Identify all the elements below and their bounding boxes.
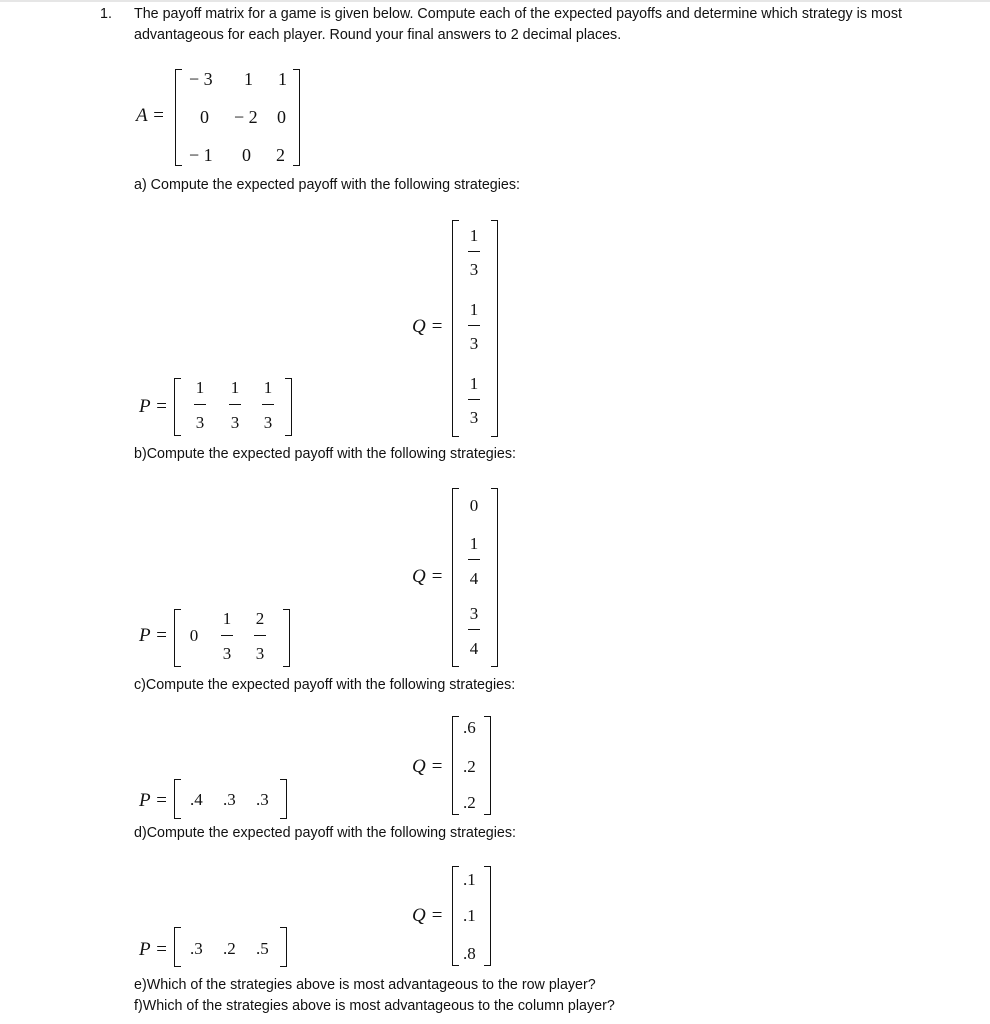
q-label: Q =	[412, 566, 444, 587]
p-denominator: 3	[195, 413, 205, 432]
part-a-prompt: a) Compute the expected payoff with the following strategies:	[134, 177, 520, 193]
p-denominator: 3	[230, 413, 240, 432]
p-label: P =	[139, 396, 168, 417]
p-entry: .3	[190, 939, 203, 958]
part-d-prompt: d)Compute the expected payoff with the following strategies:	[134, 825, 517, 841]
q-denominator: 3	[469, 260, 479, 279]
fraction-bar	[254, 635, 266, 636]
q-entry: .1	[463, 870, 476, 889]
p-left-bracket	[174, 779, 181, 819]
matrix-a-cell: 2	[276, 145, 285, 165]
q-left-bracket	[452, 488, 459, 667]
p-label: P =	[139, 790, 168, 811]
q-numerator: 1	[469, 374, 479, 393]
top-divider	[0, 0, 990, 2]
p-numerator: 1	[222, 609, 232, 628]
p-numerator: 1	[230, 378, 240, 397]
p-denominator: 3	[255, 644, 265, 663]
fraction-bar	[468, 399, 480, 400]
matrix-a-cell: − 3	[189, 69, 213, 89]
part-b-prompt: b)Compute the expected payoff with the following strategies:	[134, 446, 517, 462]
p-entry: .4	[190, 790, 203, 809]
fraction-bar	[468, 559, 480, 560]
p-numerator: 1	[263, 378, 273, 397]
p-entry: .2	[223, 939, 236, 958]
matrix-a-cell: 0	[200, 107, 209, 127]
p-left-bracket	[174, 609, 181, 667]
q-entry: .6	[463, 718, 476, 737]
fraction-bar	[221, 635, 233, 636]
part-f-prompt: f)Which of the strategies above is most advantageous to the column player?	[134, 998, 615, 1014]
q-label: Q =	[412, 905, 444, 926]
problem-number: 1.	[100, 6, 112, 22]
q-denominator: 4	[469, 639, 479, 658]
q-entry: .2	[463, 757, 476, 776]
matrix-a-cell: − 1	[189, 145, 213, 165]
problem-intro-line2: advantageous for each player. Round your final answers to 2 decimal places.	[134, 27, 622, 43]
p-right-bracket	[280, 927, 287, 967]
p-numerator: 2	[255, 609, 265, 628]
q-label: Q =	[412, 316, 444, 337]
q-left-bracket	[452, 220, 459, 437]
part-e-prompt: e)Which of the strategies above is most advantageous to the row player?	[134, 977, 596, 993]
q-numerator: 3	[469, 604, 479, 623]
problem-intro-line1: The payoff matrix for a game is given below. Compute each of the expected payoffs and determine which strategy is most	[134, 6, 902, 22]
part-c-prompt: c)Compute the expected payoff with the following strategies:	[134, 677, 516, 693]
matrix-a-left-bracket	[175, 69, 182, 166]
p-entry: 0	[189, 626, 199, 645]
matrix-a-cell: 0	[277, 107, 286, 127]
q-denominator: 3	[469, 408, 479, 427]
matrix-a-right-bracket	[293, 69, 300, 166]
matrix-a-cell: 1	[278, 69, 287, 89]
q-denominator: 3	[469, 334, 479, 353]
fraction-bar	[468, 629, 480, 630]
fraction-bar	[468, 251, 480, 252]
p-denominator: 3	[263, 413, 273, 432]
p-entry: .5	[256, 939, 269, 958]
fraction-bar	[468, 325, 480, 326]
q-right-bracket	[491, 220, 498, 437]
p-entry: .3	[256, 790, 269, 809]
q-label: Q =	[412, 756, 444, 777]
q-left-bracket	[452, 716, 459, 815]
matrix-a-cell: − 2	[234, 107, 258, 127]
q-right-bracket	[491, 488, 498, 667]
p-right-bracket	[280, 779, 287, 819]
fraction-bar	[262, 404, 274, 405]
p-entry: .3	[223, 790, 236, 809]
matrix-a-label: A =	[136, 105, 165, 126]
q-left-bracket	[452, 866, 459, 966]
q-numerator: 1	[469, 226, 479, 245]
q-entry: .1	[463, 906, 476, 925]
p-numerator: 1	[195, 378, 205, 397]
p-right-bracket	[285, 378, 292, 436]
q-numerator: 1	[469, 300, 479, 319]
fraction-bar	[229, 404, 241, 405]
p-label: P =	[139, 939, 168, 960]
q-entry: .2	[463, 793, 476, 812]
matrix-a-cell: 0	[242, 145, 251, 165]
q-numerator: 1	[469, 534, 479, 553]
p-label: P =	[139, 625, 168, 646]
p-right-bracket	[283, 609, 290, 667]
p-left-bracket	[174, 378, 181, 436]
fraction-bar	[194, 404, 206, 405]
q-right-bracket	[484, 716, 491, 815]
q-right-bracket	[484, 866, 491, 966]
p-denominator: 3	[222, 644, 232, 663]
q-denominator: 4	[469, 569, 479, 588]
p-left-bracket	[174, 927, 181, 967]
matrix-a-cell: 1	[244, 69, 253, 89]
q-entry: .8	[463, 944, 476, 963]
q-entry: 0	[469, 496, 479, 515]
